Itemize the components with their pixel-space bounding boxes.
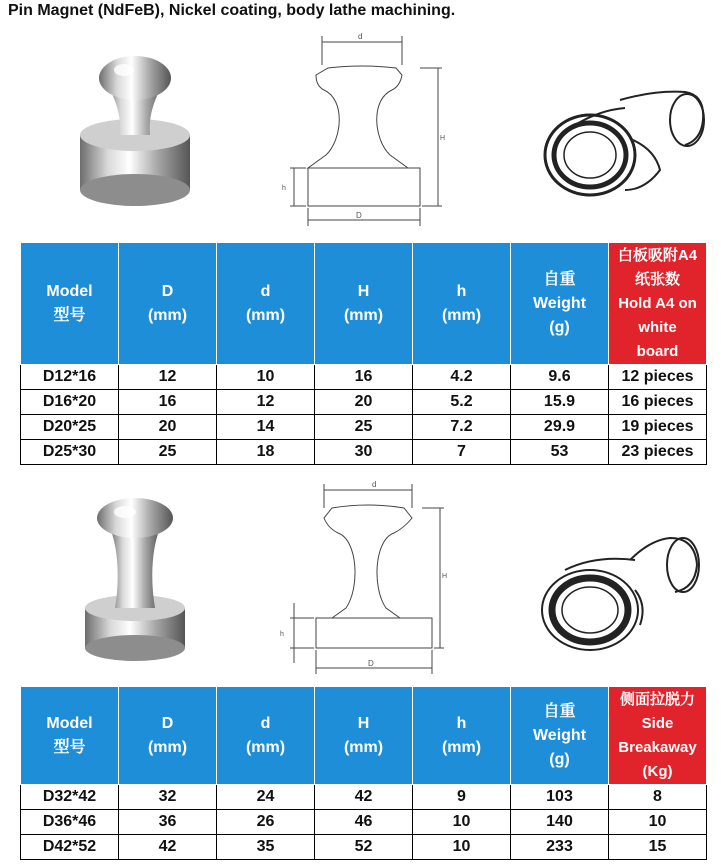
magnet-photo-small bbox=[60, 40, 210, 215]
table-row bbox=[21, 365, 707, 390]
cell-weight: 233 bbox=[511, 835, 609, 860]
magnet-3d-outline-small bbox=[535, 70, 715, 210]
header-weight: 自重 Weight (g) bbox=[511, 687, 609, 785]
cell-weight: 9.6 bbox=[511, 365, 609, 390]
cell-h: 7.2 bbox=[413, 415, 511, 440]
header-hold-a4: 白板吸附A4 纸张数 Hold A4 on white board bbox=[609, 243, 707, 365]
cell-weight: 103 bbox=[511, 785, 609, 810]
header-side-breakaway: 侧面拉脱力 Side Breakaway (Kg) bbox=[609, 687, 707, 785]
cell-model: D32*42 bbox=[21, 785, 119, 810]
cell-weight: 140 bbox=[511, 810, 609, 835]
spec-table-small bbox=[20, 242, 707, 465]
header-d: d (mm) bbox=[217, 687, 315, 785]
page-title: Pin Magnet (NdFeB), Nickel coating, body lathe machining. bbox=[8, 2, 456, 19]
cell-d: 14 bbox=[217, 415, 315, 440]
cell-H: 16 bbox=[315, 365, 413, 390]
cell-model: D42*52 bbox=[21, 835, 119, 860]
table-row bbox=[21, 810, 707, 835]
cell-D: 20 bbox=[119, 415, 217, 440]
cell-d: 24 bbox=[217, 785, 315, 810]
dimension-label-H: H bbox=[440, 135, 446, 142]
technical-drawing-small bbox=[270, 30, 450, 230]
header-model: Model 型号 bbox=[21, 687, 119, 785]
magnet-photo-large bbox=[70, 488, 200, 668]
cell-h: 5.2 bbox=[413, 390, 511, 415]
table-row bbox=[21, 415, 707, 440]
header-d: d (mm) bbox=[217, 243, 315, 365]
cell-d: 10 bbox=[217, 365, 315, 390]
dimension-label-d: d bbox=[358, 32, 363, 41]
cell-d: 12 bbox=[217, 390, 315, 415]
cell-H: 25 bbox=[315, 415, 413, 440]
cell-d: 26 bbox=[217, 810, 315, 835]
cell-hold: 23 pieces bbox=[609, 440, 707, 465]
dimension-label-h: h bbox=[280, 631, 284, 638]
cell-h: 7 bbox=[413, 440, 511, 465]
cell-d: 35 bbox=[217, 835, 315, 860]
cell-H: 20 bbox=[315, 390, 413, 415]
header-h: h (mm) bbox=[413, 243, 511, 365]
cell-model: D12*16 bbox=[21, 365, 119, 390]
cell-weight: 29.9 bbox=[511, 415, 609, 440]
cell-D: 32 bbox=[119, 785, 217, 810]
cell-model: D20*25 bbox=[21, 415, 119, 440]
table-header-row bbox=[21, 687, 707, 785]
cell-D: 12 bbox=[119, 365, 217, 390]
header-weight: 自重 Weight (g) bbox=[511, 243, 609, 365]
table-header-row bbox=[21, 243, 707, 365]
cell-model: D16*20 bbox=[21, 390, 119, 415]
cell-h: 4.2 bbox=[413, 365, 511, 390]
dimension-label-d: d bbox=[372, 480, 377, 489]
cell-breakaway: 8 bbox=[609, 785, 707, 810]
magnet-3d-outline-large bbox=[535, 520, 715, 660]
cell-hold: 12 pieces bbox=[609, 365, 707, 390]
header-D: D (mm) bbox=[119, 687, 217, 785]
dimension-label-D: D bbox=[356, 211, 362, 220]
table-row bbox=[21, 390, 707, 415]
cell-D: 42 bbox=[119, 835, 217, 860]
cell-breakaway: 15 bbox=[609, 835, 707, 860]
cell-D: 36 bbox=[119, 810, 217, 835]
table-row bbox=[21, 785, 707, 810]
cell-D: 16 bbox=[119, 390, 217, 415]
cell-weight: 53 bbox=[511, 440, 609, 465]
cell-breakaway: 10 bbox=[609, 810, 707, 835]
cell-H: 52 bbox=[315, 835, 413, 860]
header-h: h (mm) bbox=[413, 687, 511, 785]
technical-drawing-large bbox=[272, 478, 452, 678]
cell-D: 25 bbox=[119, 440, 217, 465]
header-H: H (mm) bbox=[315, 687, 413, 785]
table-row bbox=[21, 440, 707, 465]
cell-h: 10 bbox=[413, 835, 511, 860]
cell-h: 10 bbox=[413, 810, 511, 835]
dimension-label-D: D bbox=[368, 659, 374, 668]
cell-H: 46 bbox=[315, 810, 413, 835]
dimension-label-h: h bbox=[282, 185, 286, 192]
cell-model: D25*30 bbox=[21, 440, 119, 465]
spec-table-large bbox=[20, 686, 707, 860]
dimension-label-H: H bbox=[442, 573, 448, 580]
cell-hold: 16 pieces bbox=[609, 390, 707, 415]
header-D: D (mm) bbox=[119, 243, 217, 365]
cell-H: 42 bbox=[315, 785, 413, 810]
cell-d: 18 bbox=[217, 440, 315, 465]
cell-model: D36*46 bbox=[21, 810, 119, 835]
cell-weight: 15.9 bbox=[511, 390, 609, 415]
cell-H: 30 bbox=[315, 440, 413, 465]
header-H: H (mm) bbox=[315, 243, 413, 365]
cell-h: 9 bbox=[413, 785, 511, 810]
table-row bbox=[21, 835, 707, 860]
header-model: Model 型号 bbox=[21, 243, 119, 365]
cell-hold: 19 pieces bbox=[609, 415, 707, 440]
